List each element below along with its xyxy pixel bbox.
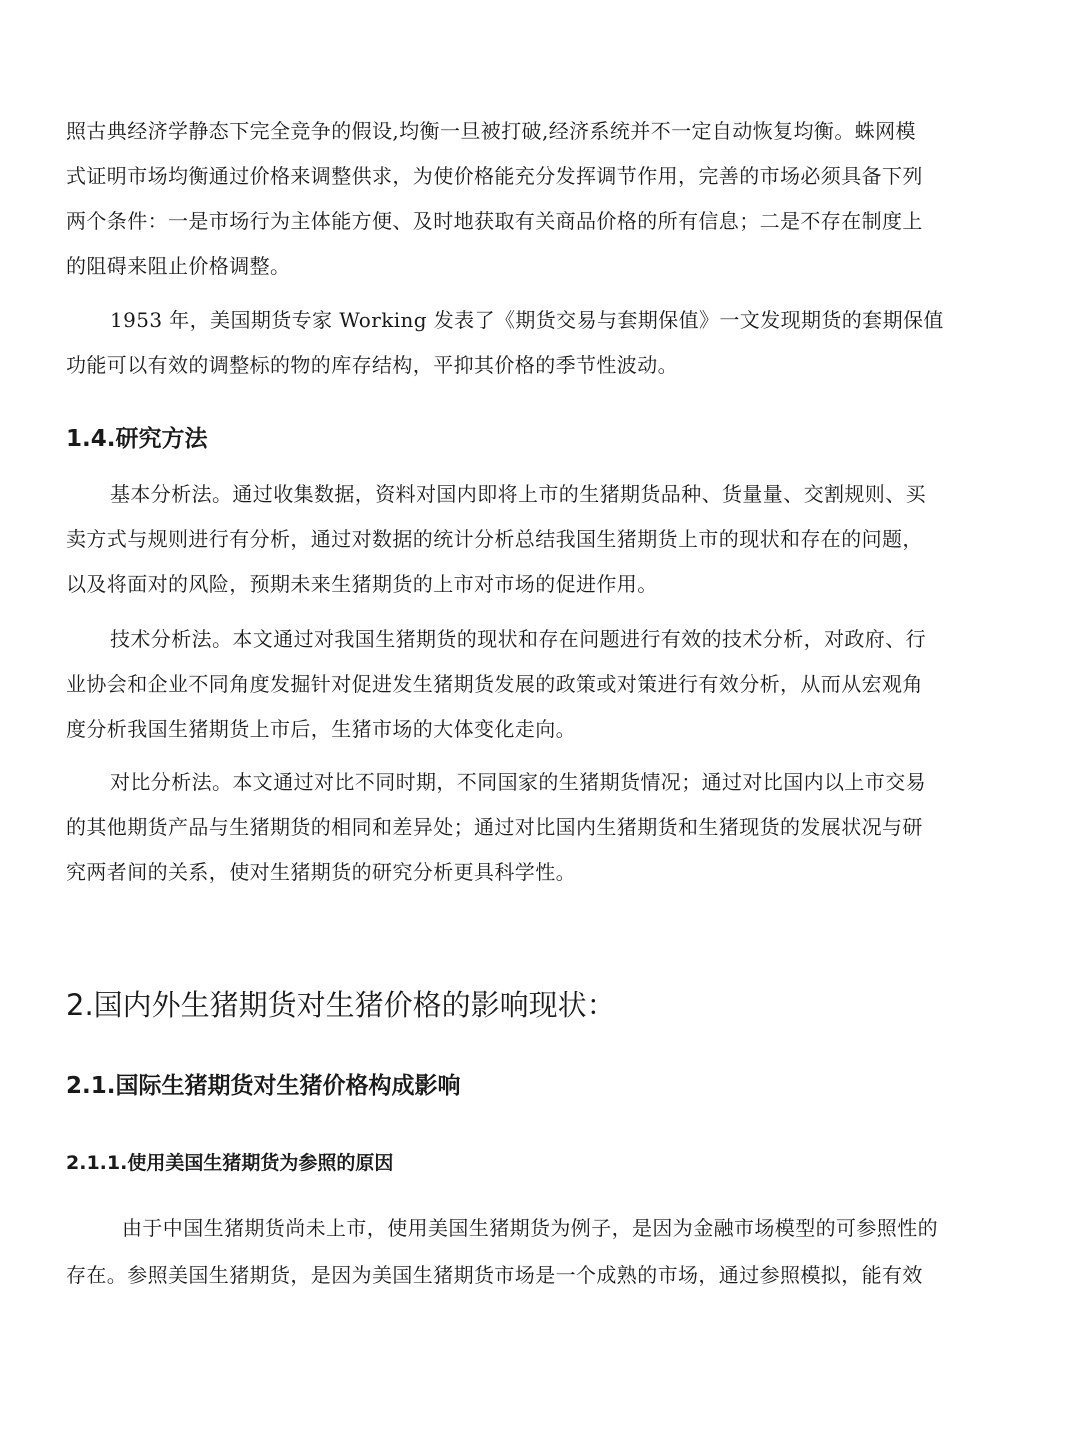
paragraph-line: 度分析我国生猪期货上市后，生猪市场的大体变化走向。 (66, 717, 576, 741)
paragraph-line: 业协会和企业不同角度发掘针对促进发生猪期货发展的政策或对策进行有效分析，从而从宏观角 (66, 672, 923, 696)
section-heading-1-4: 1.4.研究方法 (66, 426, 208, 452)
paragraph-line: 存在。参照美国生猪期货，是因为美国生猪期货市场是一个成熟的市场，通过参照模拟，能有效 (66, 1263, 923, 1287)
paragraph-line: 究两者间的关系，使对生猪期货的研究分析更具科学性。 (66, 860, 576, 884)
paragraph-line: 功能可以有效的调整标的物的库存结构，平抑其价格的季节性波动。 (66, 353, 678, 377)
paragraph-line: 由于中国生猪期货尚未上市，使用美国生猪期货为例子，是因为金融市场模型的可参照性的 (122, 1216, 938, 1240)
subsection-heading-2-1-1: 2.1.1.使用美国生猪期货为参照的原因 (66, 1152, 394, 1174)
paragraph-line: 对比分析法。本文通过对比不同时期，不同国家的生猪期货情况；通过对比国内以上市交易 (110, 770, 926, 794)
paragraph-line: 基本分析法。通过收集数据，资料对国内即将上市的生猪期货品种、货量量、交割规则、买 (110, 482, 926, 506)
paragraph-line: 式证明市场均衡通过价格来调整供求，为使价格能充分发挥调节作用，完善的市场必须具备下列 (66, 164, 923, 188)
paragraph-line: 以及将面对的风险，预期未来生猪期货的上市对市场的促进作用。 (66, 572, 658, 596)
paragraph-line: 卖方式与规则进行有分析，通过对数据的统计分析总结我国生猪期货上市的现状和存在的问题， (66, 527, 923, 551)
paragraph-line: 的其他期货产品与生猪期货的相同和差异处；通过对比国内生猪期货和生猪现货的发展状况与研 (66, 815, 923, 839)
paragraph-line: 照古典经济学静态下完全竞争的假设,均衡一旦被打破,经济系统并不一定自动恢复均衡。蛛网模 (66, 119, 916, 143)
chapter-heading-2: 2.国内外生猪期货对生猪价格的影响现状： (66, 988, 616, 1022)
paragraph-line: 两个条件：一是市场行为主体能方便、及时地获取有关商品价格的所有信息；二是不存在制度上 (66, 209, 923, 233)
paragraph-line: 的阻碍来阻止价格调整。 (66, 254, 291, 278)
paragraph-line: 1953 年，美国期货专家 Working 发表了《期货交易与套期保值》一文发现期货的套期保值 (110, 308, 944, 332)
section-heading-2-1: 2.1.国际生猪期货对生猪价格构成影响 (66, 1073, 461, 1099)
paragraph-line: 技术分析法。本文通过对我国生猪期货的现状和存在问题进行有效的技术分析，对政府、行 (110, 627, 926, 651)
